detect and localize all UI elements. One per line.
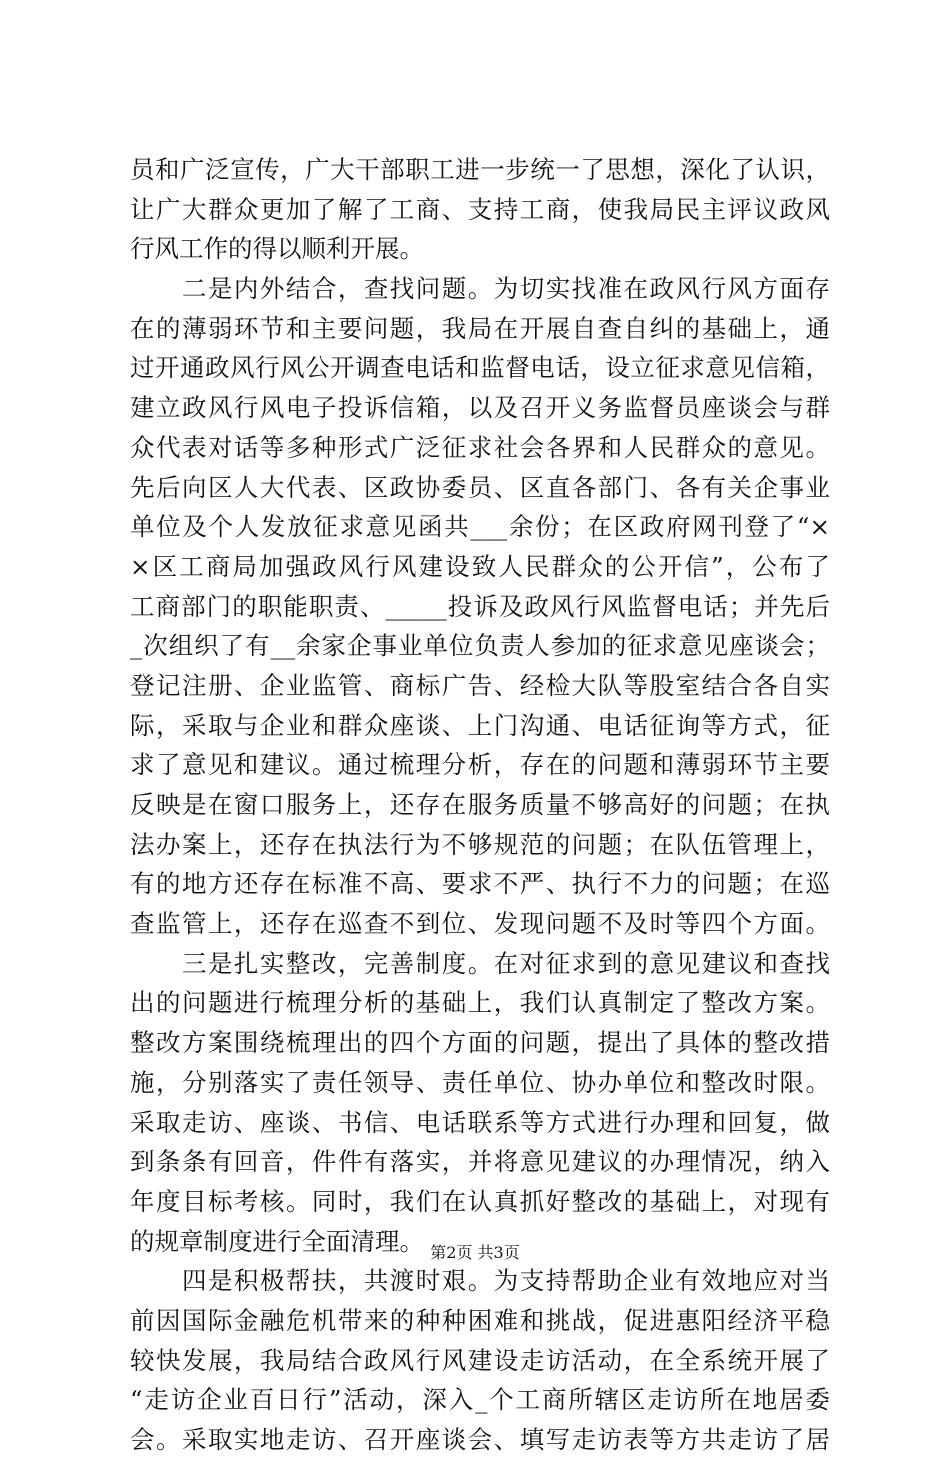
text-line-21: 三是扎实整改，完善制度。在对征求到的意见建议和查找 (130, 948, 830, 978)
page-number-label: 第2页 共3页 (430, 1243, 520, 1262)
text-line-8: 众代表对话等多种形式广泛征求社会各界和人民群众的意见。 (130, 432, 830, 462)
text-line-27: 年度目标考核。同时，我们在认真抓好整改的基础上，对现有 (130, 1186, 830, 1216)
text-line-20: 查监管上，还存在巡查不到位、发现问题不及时等四个方面。 (130, 909, 830, 939)
text-line-4: 二是内外结合，查找问题。为切实找准在政风行风方面存 (130, 274, 830, 304)
text-line-5: 在的薄弱环节和主要问题，我局在开展自查自纠的基础上，通 (130, 313, 830, 343)
text-line-25: 采取走访、座谈、书信、电话联系等方式进行办理和回复，做 (130, 1107, 830, 1137)
text-line-10: 单位及个人发放征求意见函共___余份；在区政府网刊登了“× (130, 512, 830, 542)
text-line-23: 整改方案围绕梳理出的四个方面的问题，提出了具体的整改措 (130, 1028, 830, 1058)
body-text (130, 150, 830, 1460)
text-line-11: ×区工商局加强政风行风建设致人民群众的公开信”，公布了 (130, 551, 830, 581)
text-line-32: “走访企业百日行”活动，深入_个工商所辖区走访所在地居委 (130, 1385, 830, 1415)
text-line-15: 际，采取与企业和群众座谈、上门沟通、电话征询等方式，征 (130, 710, 830, 740)
text-line-30: 前因国际金融危机带来的种种困难和挑战，促进惠阳经济平稳 (130, 1305, 830, 1335)
text-line-2: 让广大群众更加了解了工商、支持工商，使我局民主评议政风 (130, 194, 830, 224)
text-line-6: 过开通政风行风公开调查电话和监督电话，设立征求意见信箱， (130, 353, 830, 383)
page-footer (0, 1240, 950, 1263)
text-line-18: 法办案上，还存在执法行为不够规范的问题；在队伍管理上， (130, 829, 830, 859)
text-line-19: 有的地方还存在标准不高、要求不严、执行不力的问题；在巡 (130, 869, 830, 899)
text-line-26: 到条条有回音，件件有落实，并将意见建议的办理情况，纳入 (130, 1147, 830, 1177)
text-line-17: 反映是在窗口服务上，还存在服务质量不够高好的问题；在执 (130, 790, 830, 819)
text-line-12: 工商部门的职能职责、_____投诉及政风行风监督电话；并先后 (130, 591, 830, 621)
text-line-22: 出的问题进行梳理分析的基础上，我们认真制定了整改方案。 (130, 988, 830, 1018)
text-line-31: 较快发展，我局结合政风行风建设走访活动，在全系统开展了 (130, 1345, 830, 1375)
text-line-33: 会。采取实地走访、召开座谈会、填写走访表等方共走访了居 (130, 1425, 830, 1454)
text-line-1: 员和广泛宣传，广大干部职工进一步统一了思想，深化了认识， (130, 155, 830, 184)
text-line-9: 先后向区人大代表、区政协委员、区直各部门、各有关企事业 (130, 472, 830, 502)
text-line-28: 的规章制度进行全面清理。 (130, 1226, 424, 1256)
text-line-24: 施，分别落实了责任领导、责任单位、协办单位和整改时限。 (130, 1067, 830, 1097)
text-line-7: 建立政风行风电子投诉信箱，以及召开义务监督员座谈会与群 (130, 393, 830, 423)
text-line-3: 行风工作的得以顺利开展。 (130, 234, 424, 264)
text-line-13: _次组织了有__余家企事业单位负责人参加的征求意见座谈会； (130, 631, 830, 661)
text-line-29: 四是积极帮扶，共渡时艰。为支持帮助企业有效地应对当 (130, 1266, 830, 1296)
text-line-14: 登记注册、企业监管、商标广告、经检大队等股室结合各自实 (130, 670, 830, 700)
text-line-16: 求了意见和建议。通过梳理分析，存在的问题和薄弱环节主要 (130, 750, 830, 780)
